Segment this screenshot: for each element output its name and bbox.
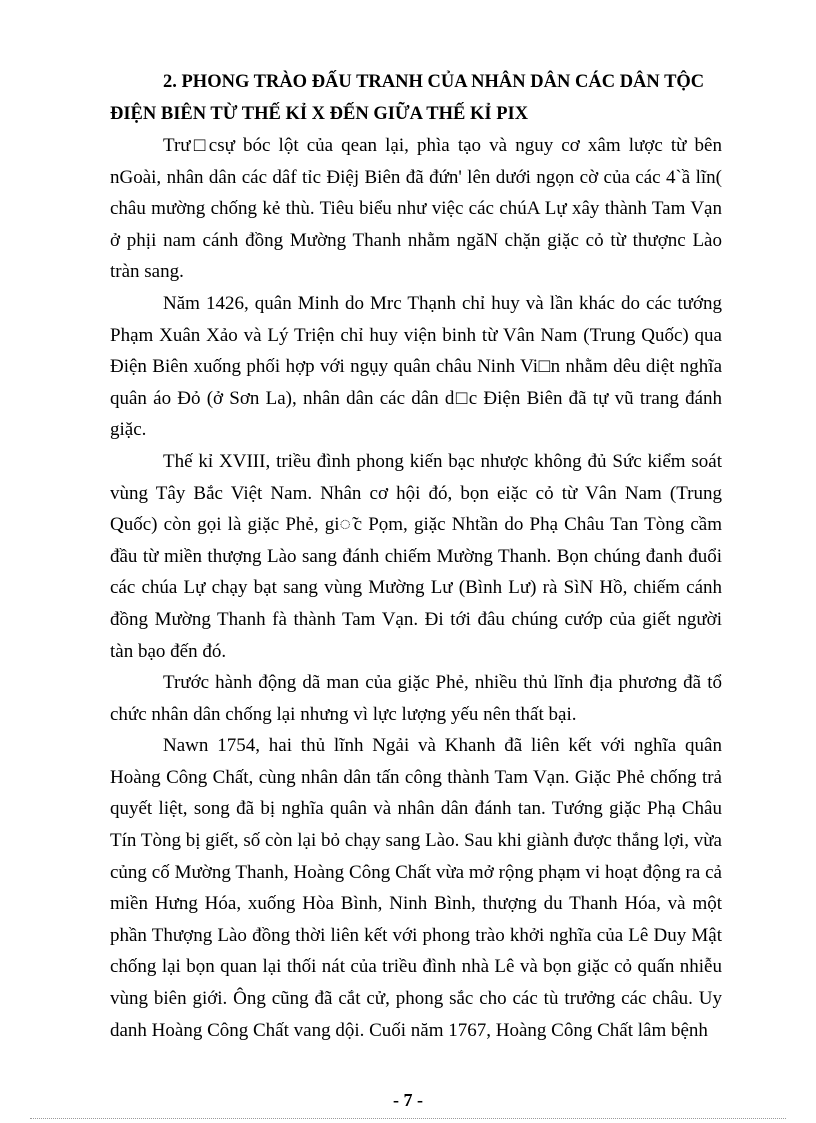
paragraph-5: Nawn 1754, hai thủ lĩnh Ngải và Khanh đã liên kết với nghĩa quân Hoàng Công Chất, cùng nhân dân tấn công thành Tam Vạn. Giặc Phẻ chống trả quyết liệt, song đã bị nghĩa quân và nhân dân đánh tan. Tướng giặc Phạ Châu Tín Tòng bị giết, số còn lại bỏ chạy sang Lào. Sau khi giành được thắng lợi, vừa củng cố Mường Thanh, Hoàng Công Chất vừa mở rộng phạm vi hoạt động ra cả miền Hưng Hóa, xuống Hòa Bình, Ninh Bình, thượng du Thanh Hóa, và một phần Thượng Lào đồng thời liên kết với phong trào khởi nghĩa của Lê Duy Mật chống lại bọn quan lại thối nát của triều đình nhà Lê và bọn giặc cỏ quấn nhiễu vùng biên giới. Ông cũng đã cắt cử, phong sắc cho các tù trưởng các châu. Uy danh Hoàng Công Chất vang dội. Cuối năm 1767, Hoàng Công Chất lâm bệnh: [110, 735, 722, 1041]
document-page: [110, 66, 722, 1046]
paragraph-4: Trước hành động dã man của giặc Phẻ, nhiều thủ lĩnh địa phương đã tổ chức nhân dân chống lại nhưng vì lực lượng yếu nên thất bại.: [110, 672, 722, 725]
paragraph-3: Thế kỉ XVIII, triều đình phong kiến bạc nhược không đủ Sức kiểm soát vùng Tây Bắc Việt Nam. Nhân cơ hội đó, bọn eiặc cỏ từ Vân Nam (Trung Quốc) còn gọi là giặc Phẻ, gi◌̃c Pọm, giặc Nhtần do Phạ Châu Tan Tòng cầm đầu từ miền thượng Lào sang đánh chiếm Mường Thanh. Bọn chúng đanh đuổi các chúa Lự chạy bạt sang vùng Mường Lư (Bình Lư) rà SìN Hồ, chiếm cánh đồng Mường Thanh fà thành Tam Vạn. Đi tới đâu chúng cướp của giết người tàn bạo đến đó.: [110, 450, 722, 662]
heading-line-1: 2. PHONG TRÀO ĐẤU TRANH CỦA NHÂN DÂN CÁC DÂN TỘC: [163, 72, 705, 92]
paragraph-1: Trư□csự bóc lột của qean lại, phìa tạo và nguy cơ xâm lược từ bên nGoài, nhân dân các dâf tỉc Điệj Biên đã đứn' lên dưới ngọn cờ của các 4`ầ lĩn( châu mường chống kẻ thù. Tiêu biểu như việc các chúA Lự xây thành Tam Vạn ở phịi nam cánh đồng Mường Thanh nhằm ngăN chặn giặc cỏ từ thượnc Lào tràn sang.: [110, 135, 722, 283]
footer-divider: [30, 1118, 786, 1119]
page-number: - 7 -: [393, 1090, 423, 1110]
paragraph-2: Năm 1426, quân Minh do Mrc Thạnh chỉ huy và lần khác do các tướng Phạm Xuân Xảo và Lý Triện chỉ huy viện binh từ Vân Nam (Trung Quốc) qua Điện Biên xuống phối hợp với ngụy quân châu Ninh Vi□n nhằm dêu diệt nghĩa quân áo Đỏ (ở Sơn La), nhân dân các dân d□c Điện Biên đã tự vũ trang đánh giặc.: [110, 292, 722, 441]
section-heading: [110, 66, 722, 130]
heading-line-2: ĐIỆN BIÊN TỪ THẾ KỈ X ĐẾN GIỮA THẾ KỈ PIX: [110, 104, 529, 124]
